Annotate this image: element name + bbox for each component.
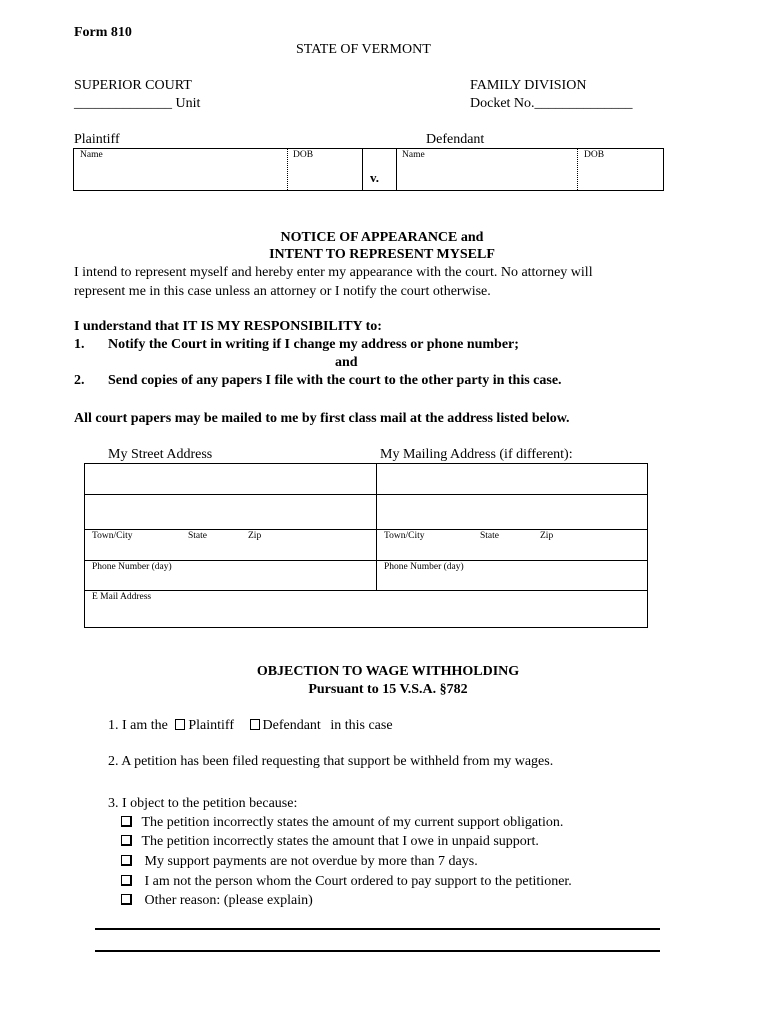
reason-5-label: Other reason: (please explain)	[144, 893, 313, 908]
defendant-divider	[577, 149, 578, 190]
reason-2-checkbox[interactable]	[121, 835, 132, 846]
objection-title-line2: Pursuant to 15 V.S.A. §782	[308, 682, 468, 697]
plaintiff-checkbox[interactable]	[175, 719, 185, 730]
court-name: SUPERIOR COURT	[74, 78, 192, 93]
address-row-line3	[85, 560, 647, 561]
street-address-line2-field[interactable]	[85, 495, 375, 528]
defendant-name-field[interactable]: Name	[402, 150, 425, 160]
versus-label: v.	[370, 170, 380, 185]
notice-title-line1: NOTICE OF APPEARANCE and	[280, 230, 484, 245]
division-name: FAMILY DIVISION	[470, 78, 587, 93]
reason-2-label: The petition incorrectly states the amount that I owe in unpaid support.	[141, 834, 539, 849]
reason-1-label: The petition incorrectly states the amount of my current support obligation.	[141, 815, 564, 830]
street-zip-field[interactable]: Zip	[248, 531, 262, 541]
street-town-field[interactable]: Town/City	[92, 531, 133, 541]
street-phone-field[interactable]: Phone Number (day)	[92, 562, 172, 572]
street-state-field[interactable]: State	[188, 531, 207, 541]
notice-title-line2: INTENT TO REPRESENT MYSELF	[269, 247, 495, 262]
reason-5-checkbox[interactable]	[121, 894, 132, 905]
item1-text: Notify the Court in writing if I change my address or phone number;	[108, 337, 519, 352]
parties-table	[73, 148, 664, 191]
email-field[interactable]: E Mail Address	[92, 592, 152, 602]
item1-prefix: 1. I am the	[108, 718, 168, 733]
defendant-option-label: Defendant	[262, 718, 321, 733]
mailing-phone-field[interactable]: Phone Number (day)	[384, 562, 464, 572]
defendant-label: Defendant	[426, 132, 485, 147]
plaintiff-dob-field[interactable]: DOB	[293, 150, 314, 160]
objection-item3: 3. I object to the petition because:	[108, 796, 298, 811]
explanation-line-2[interactable]	[95, 950, 660, 952]
objection-title-line1: OBJECTION TO WAGE WITHHOLDING	[256, 664, 520, 679]
item2-text: Send copies of any papers I file with the court to the other party in this case.	[108, 373, 562, 388]
state-heading: STATE OF VERMONT	[296, 42, 431, 57]
address-row-line4	[85, 590, 647, 591]
address-row-line2	[85, 529, 647, 530]
plaintiff-divider	[287, 149, 288, 190]
mailing-address-line1-field[interactable]	[377, 465, 647, 493]
form-number: Form 810	[74, 25, 132, 40]
reason-row-4	[121, 874, 572, 890]
plaintiff-label: Plaintiff	[74, 132, 120, 147]
versus-divider-left	[362, 149, 363, 190]
defendant-checkbox[interactable]	[250, 719, 260, 730]
street-address-line1-field[interactable]	[85, 465, 375, 493]
unit-field[interactable]: ______________ Unit	[74, 96, 201, 111]
versus-divider-right	[396, 149, 397, 190]
objection-item2: 2. A petition has been filed requesting that support be withheld from my wages.	[108, 754, 554, 769]
reason-4-label: I am not the person whom the Court ordered to pay support to the petitioner.	[144, 874, 572, 889]
mailing-zip-field[interactable]: Zip	[540, 531, 554, 541]
responsibility-heading: I understand that IT IS MY RESPONSIBILITY to:	[74, 319, 382, 334]
plaintiff-option-label: Plaintiff	[188, 718, 235, 733]
reason-row-1	[121, 815, 563, 831]
mailing-town-field[interactable]: Town/City	[384, 531, 425, 541]
reason-3-checkbox[interactable]	[121, 855, 132, 866]
plaintiff-name-field[interactable]: Name	[80, 150, 103, 160]
mail-note: All court papers may be mailed to me by first class mail at the address listed below.	[74, 411, 570, 426]
defendant-dob-field[interactable]: DOB	[584, 150, 605, 160]
reason-1-checkbox[interactable]	[121, 816, 132, 827]
explanation-line-1[interactable]	[95, 928, 660, 930]
mailing-address-heading: My Mailing Address (if different):	[380, 447, 573, 462]
reason-4-checkbox[interactable]	[121, 875, 132, 886]
item1-suffix: in this case	[330, 718, 393, 733]
reason-row-5	[121, 893, 313, 909]
notice-paragraph-line1: I intend to represent myself and hereby enter my appearance with the court. No attorney will	[74, 265, 593, 280]
mailing-address-line2-field[interactable]	[377, 495, 647, 528]
item2-number: 2.	[74, 373, 85, 388]
notice-paragraph-line2: represent me in this case unless an attorney or I notify the court otherwise.	[74, 284, 491, 299]
reason-row-2	[121, 834, 539, 850]
mailing-state-field[interactable]: State	[480, 531, 499, 541]
docket-field[interactable]: Docket No.______________	[470, 96, 633, 111]
item1-number: 1.	[74, 337, 85, 352]
and-text: and	[335, 355, 358, 370]
street-address-heading: My Street Address	[108, 447, 213, 462]
reason-3-label: My support payments are not overdue by more than 7 days.	[144, 854, 478, 869]
objection-item1	[108, 718, 393, 734]
reason-row-3	[121, 854, 478, 870]
